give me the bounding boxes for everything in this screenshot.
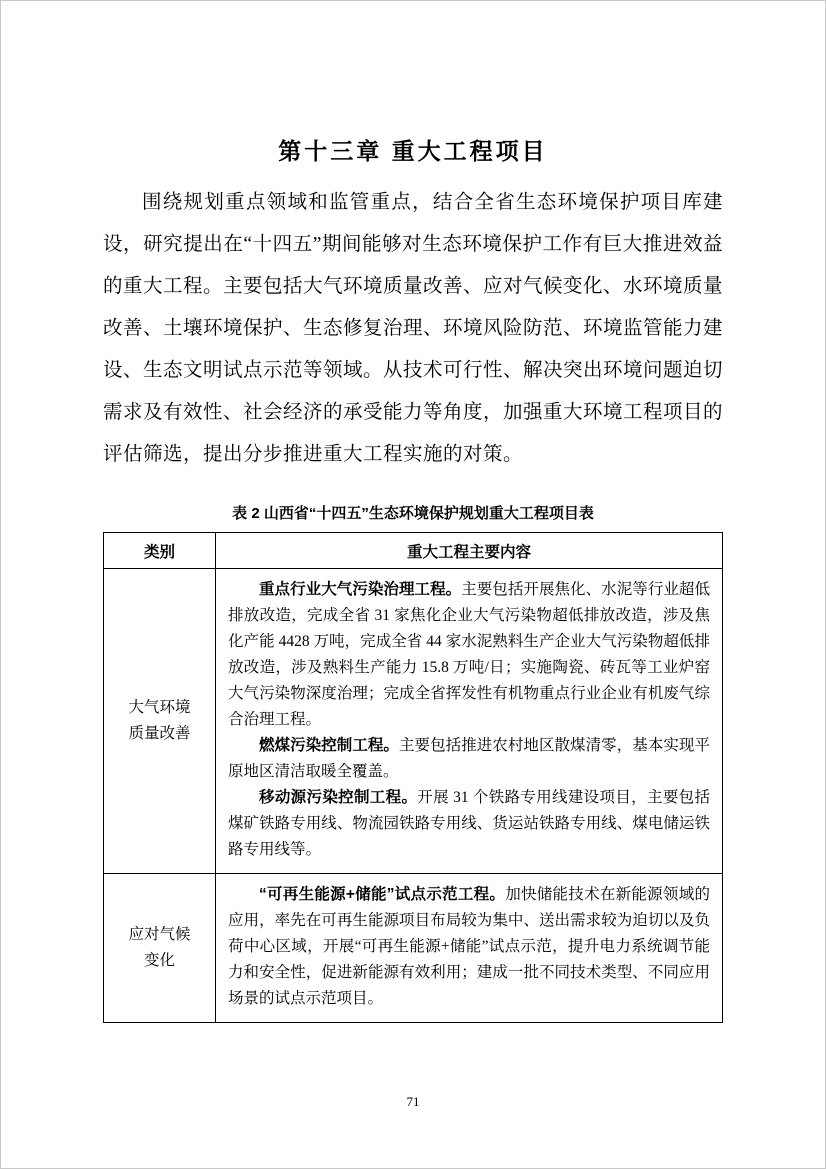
category-label: 应对气候变化 [128, 926, 191, 969]
intro-paragraph: 围绕规划重点领域和监管重点，结合全省生态环境保护项目库建设，研究提出在“十四五”期间能够对生态环境保护工作有巨大推进效益的重大工程。主要包括大气环境质量改善、应对气候变化、水环境质量改善、土壤环境保护、生态修复治理、环境风险防范、环境监管能力建设、生态文明试点示范等领域。从技术可行性、解决突出环境问题迫切需求及有效性、社会经济的承受能力等角度，加强重大环境工程项目的评估筛选，提出分步推进重大工程实施的对策。 [103, 192, 724, 465]
projects-table [103, 532, 723, 1023]
table-header [104, 533, 723, 569]
category-cell [104, 569, 216, 874]
content-cell [216, 569, 723, 874]
project-name: 重点行业大气污染治理工程。 [259, 581, 462, 598]
project-paragraph: 重点行业大气污染治理工程。主要包括开展焦化、水泥等行业超低排放改造，完成全省 31 家焦化企业大气污染物超低排放改造，涉及焦化产能 4428 万吨，完成全省 44 家水泥熟料生产企业大气污染物超低排放改造，涉及熟料生产能力 15.8 万吨/日；实施陶瓷、砖瓦等工业炉窑大气污染物深度治理；完成全省挥发性有机物重点行业企业有机废气综合治理工程。 [228, 581, 710, 728]
table-row [104, 874, 723, 1023]
table-header-row [104, 533, 723, 569]
project-paragraph: 燃煤污染控制工程。主要包括推进农村地区散煤清零，基本实现平原地区清洁取暖全覆盖。 [228, 737, 710, 780]
table-row [104, 569, 723, 874]
header-category: 类别 [104, 533, 216, 569]
project-name: “可再生能源+储能”试点示范工程。 [259, 886, 506, 903]
project-paragraph: “可再生能源+储能”试点示范工程。加快储能技术在新能源领域的应用，率先在可再生能源项目布局较为集中、送出需求较为迫切以及负荷中心区域，开展“可再生能源+储能”试点示范，提升电力系统调节能力和安全性，促进新能源有效利用；建成一批不同技术类型、不同应用场景的试点示范项目。 [228, 886, 710, 1007]
page-content [1, 1, 825, 1023]
table-caption: 表 2 山西省“十四五”生态环境保护规划重大工程项目表 [232, 505, 594, 522]
content-cell [216, 874, 723, 1023]
header-main-content: 重大工程主要内容 [216, 533, 723, 569]
page-number: 71 [406, 1094, 420, 1109]
project-paragraph: 移动源污染控制工程。开展 31 个铁路专用线建设项目，主要包括煤矿铁路专用线、物流园铁路专用线、货运站铁路专用线、煤电储运铁路专用线等。 [228, 789, 710, 858]
chapter-title: 第十三章 重大工程项目 [278, 138, 548, 164]
category-cell [104, 874, 216, 1023]
project-name: 燃煤污染控制工程。 [259, 737, 399, 754]
table-body [104, 569, 723, 1023]
category-label: 大气环境质量改善 [128, 699, 191, 742]
project-name: 移动源污染控制工程。 [259, 789, 418, 806]
